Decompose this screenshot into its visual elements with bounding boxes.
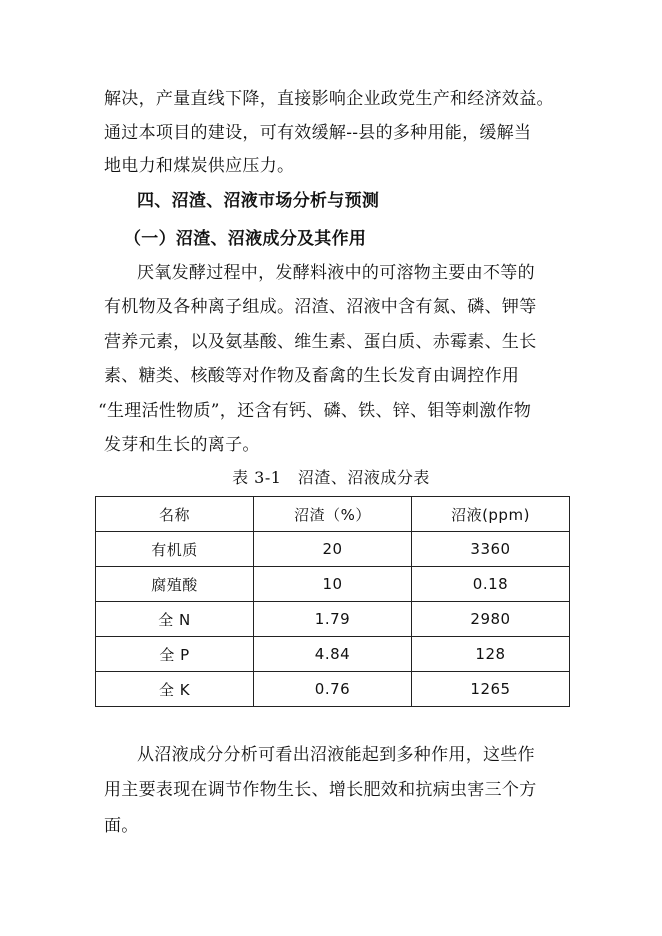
composition-line-4: 素、糖类、核酸等对作物及畜禽的生长发育由调控作用	[104, 366, 520, 386]
composition-line-3: 营养元素，以及氨基酸、维生素、蛋白质、赤霉素、生长	[104, 332, 537, 352]
cell-residue: 10	[254, 567, 412, 602]
table-row	[96, 567, 570, 602]
cell-residue: 4.84	[254, 637, 412, 672]
cell-residue: 20	[254, 532, 412, 567]
intro-line-1: 解决，产量直线下降，直接影响企业政党生产和经济效益。	[104, 89, 554, 109]
table-row	[96, 672, 570, 707]
intro-line-2: 通过本项目的建设，可有效缓解--县的多种用能，缓解当	[104, 123, 532, 143]
intro-line-3: 地电力和煤炭供应压力。	[104, 156, 295, 176]
section-heading: 四、沼渣、沼液市场分析与预测	[137, 191, 380, 211]
table-row	[96, 532, 570, 567]
cell-name: 全 K	[96, 672, 254, 707]
cell-name: 腐殖酸	[96, 567, 254, 602]
table-row	[96, 637, 570, 672]
cell-slurry: 1265	[412, 672, 570, 707]
table-caption: 表 3-1 沼渣、沼液成分表	[232, 468, 430, 487]
subsection-heading: （一）沼渣、沼液成分及其作用	[124, 229, 367, 249]
conclusion-line-2: 用主要表现在调节作物生长、增长肥效和抗病虫害三个方	[104, 780, 537, 800]
composition-table	[95, 496, 570, 707]
table-header-row	[96, 497, 570, 532]
header-slurry: 沼液(ppm)	[412, 497, 570, 532]
cell-residue: 1.79	[254, 602, 412, 637]
composition-line-1: 厌氧发酵过程中，发酵料液中的可溶物主要由不等的	[137, 263, 535, 283]
cell-name: 全 N	[96, 602, 254, 637]
composition-line-5: “生理活性物质”，还含有钙、磷、铁、锌、钼等刺激作物	[98, 401, 532, 421]
header-name: 名称	[96, 497, 254, 532]
cell-slurry: 0.18	[412, 567, 570, 602]
cell-name: 全 P	[96, 637, 254, 672]
table-row	[96, 602, 570, 637]
cell-name: 有机质	[96, 532, 254, 567]
cell-residue: 0.76	[254, 672, 412, 707]
cell-slurry: 128	[412, 637, 570, 672]
header-residue: 沼渣（%）	[254, 497, 412, 532]
conclusion-line-3: 面。	[104, 816, 139, 836]
composition-line-2: 有机物及各种离子组成。沼渣、沼液中含有氮、磷、钾等	[104, 297, 537, 317]
cell-slurry: 3360	[412, 532, 570, 567]
conclusion-line-1: 从沼液成分分析可看出沼液能起到多种作用，这些作	[137, 745, 535, 765]
cell-slurry: 2980	[412, 602, 570, 637]
composition-line-6: 发芽和生长的离子。	[104, 435, 260, 455]
